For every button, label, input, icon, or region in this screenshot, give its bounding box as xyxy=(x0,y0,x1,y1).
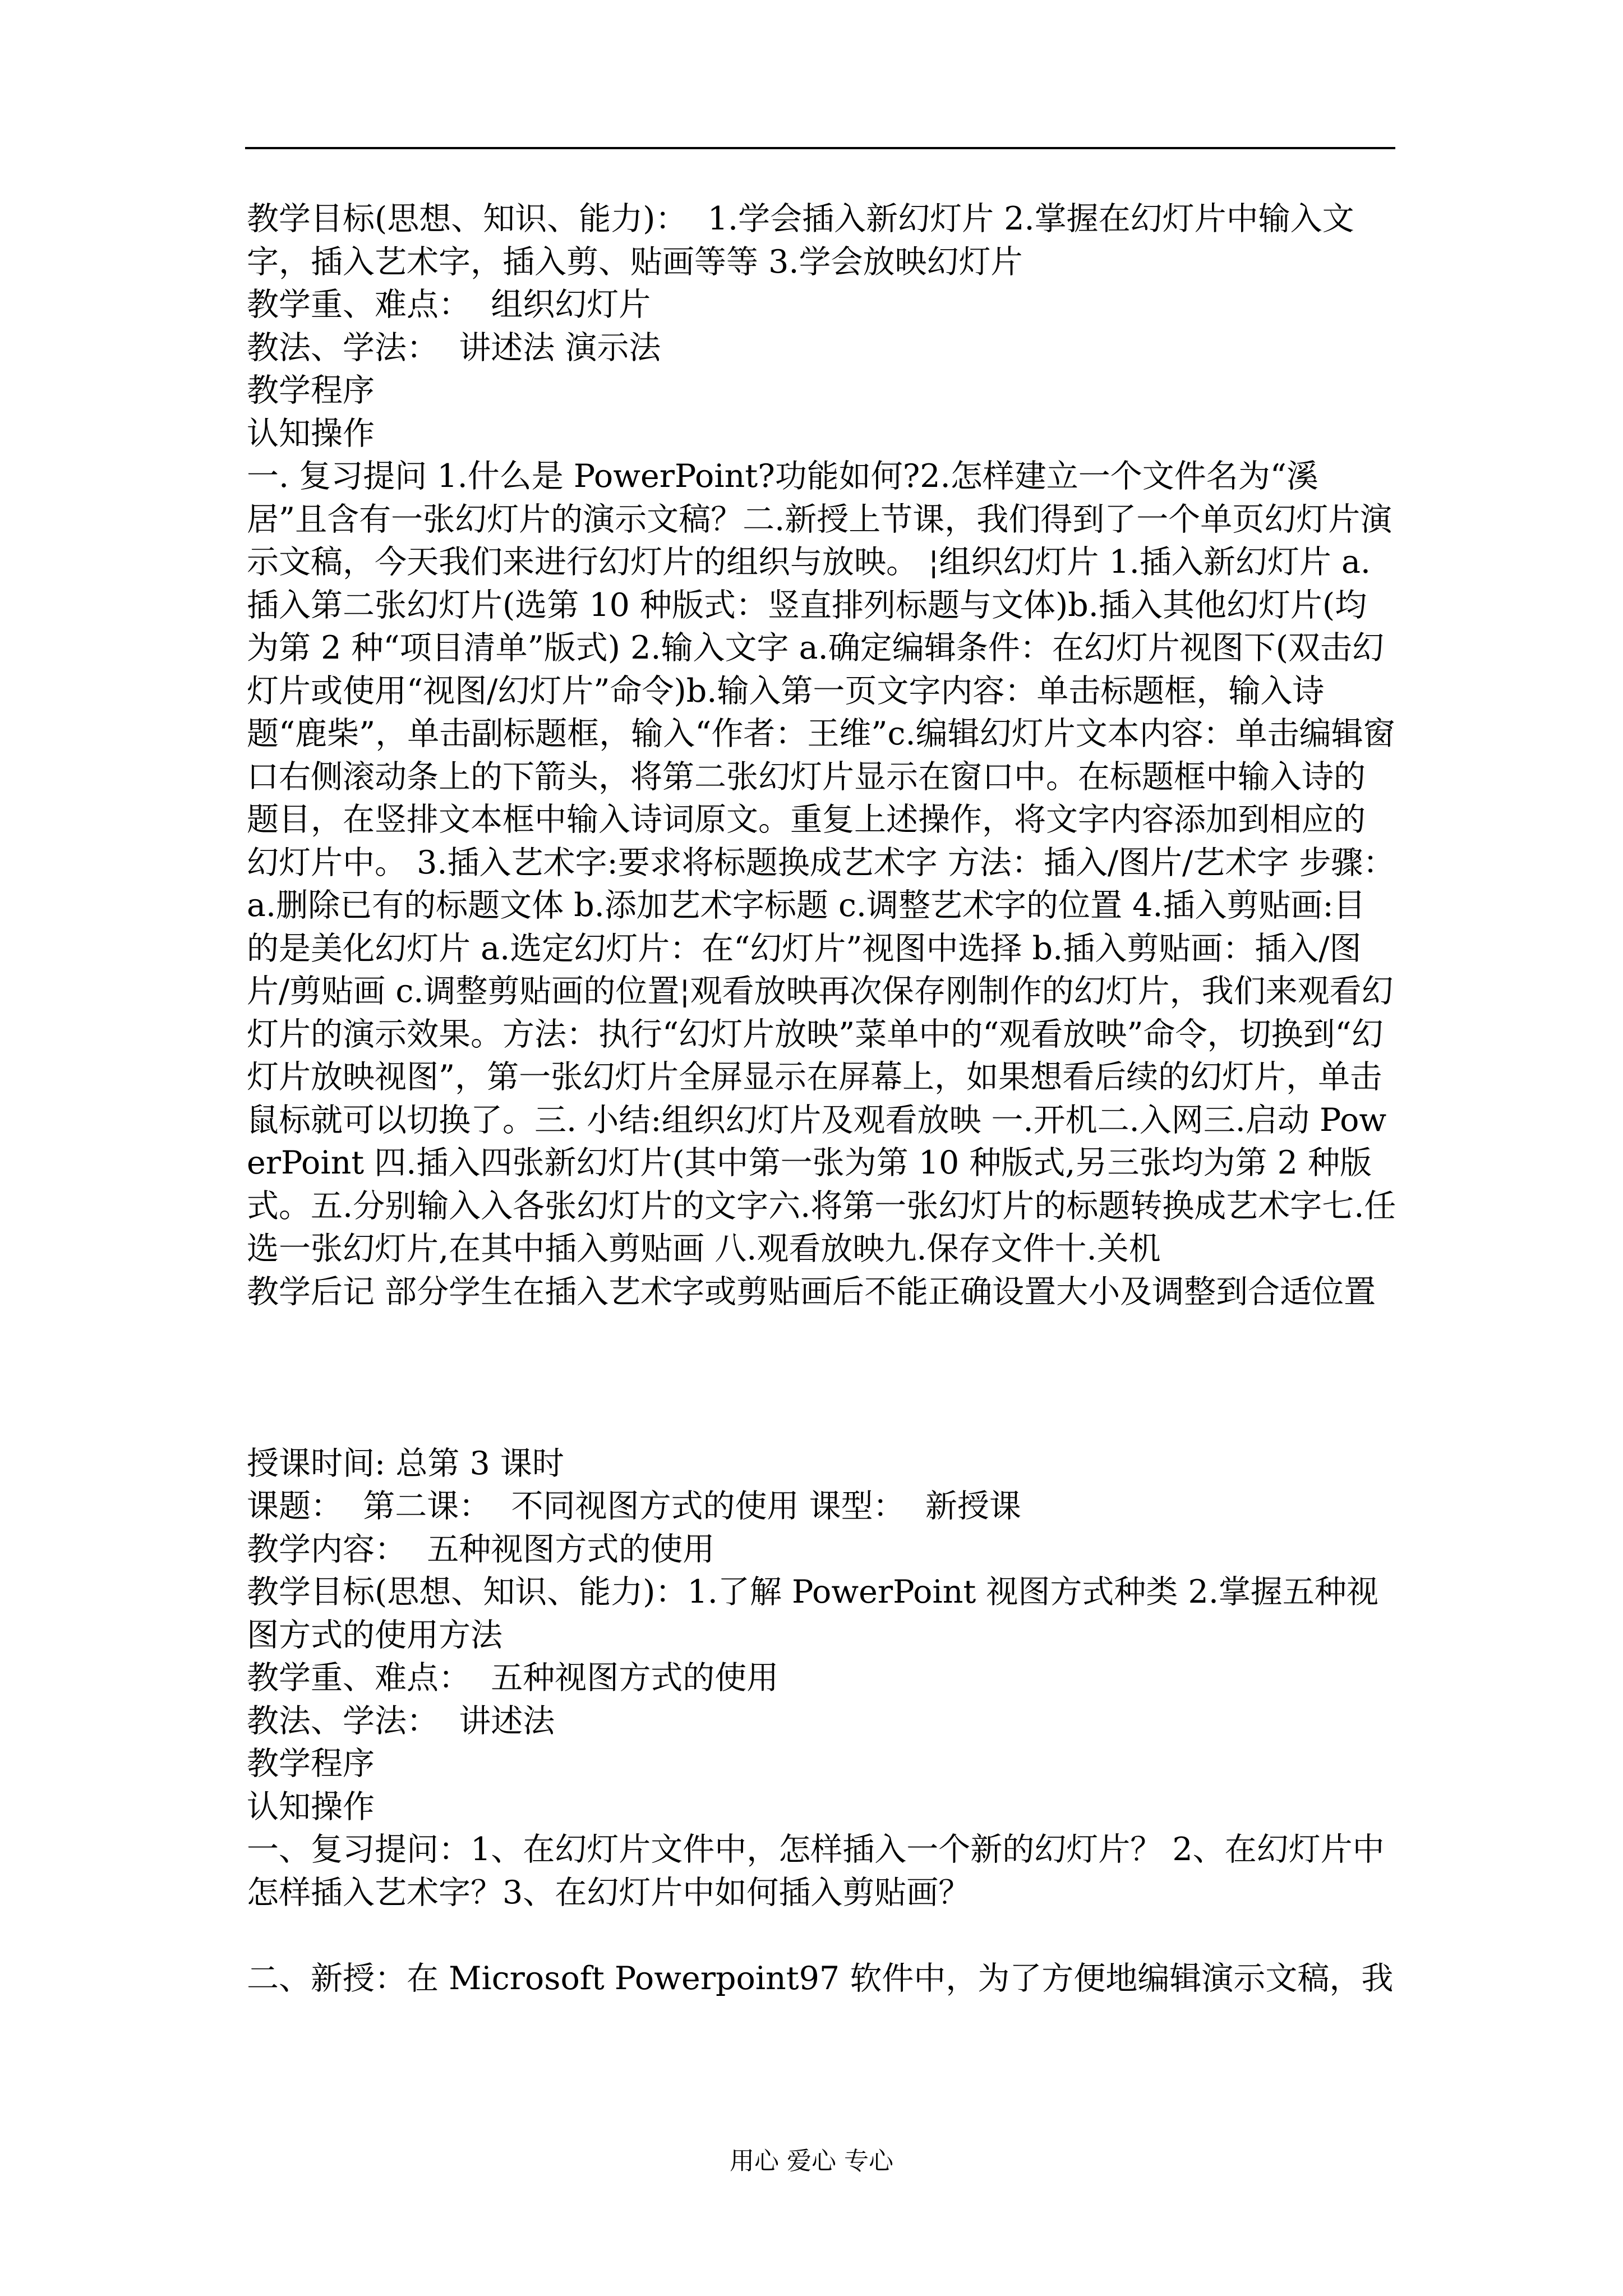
blank-line xyxy=(247,1914,1396,1957)
header-rule xyxy=(245,147,1395,149)
lesson2-objectives: 教学目标(思想、知识、能力)：1.了解 PowerPoint 视图方式种类 2.掌握五种视图方式的使用方法 xyxy=(247,1573,1378,1654)
lesson1-afterword: 教学后记 部分学生在插入艺术字或剪贴画后不能正确设置大小及调整到合适位置 xyxy=(247,1273,1376,1310)
lesson2-topic: 课题： 第二课： 不同视图方式的使用 课型： 新授课 xyxy=(247,1488,1021,1525)
lesson2-content: 教学内容： 五种视图方式的使用 xyxy=(247,1530,715,1568)
lesson2-methods: 教法、学法： 讲述法 xyxy=(247,1702,555,1740)
lesson1-cognition-heading: 认知操作 xyxy=(247,415,375,452)
lesson2-cognition-heading: 认知操作 xyxy=(247,1788,375,1825)
lesson1-procedure-heading: 教学程序 xyxy=(247,372,375,409)
page-footer: 用心 爱心 专心 xyxy=(730,2147,893,2175)
lesson2-new-lesson: 二、新授：在 Microsoft Powerpoint97 软件中，为了方便地编辑演示文稿，我 xyxy=(247,1959,1394,1997)
lesson2-time: 授课时间: 总第 3 课时 xyxy=(247,1444,564,1482)
document-body xyxy=(247,197,1396,2000)
lesson1-key-points: 教学重、难点： 组织幻灯片 xyxy=(247,286,651,323)
lesson2-review: 一、复习提问：1、在幻灯片文件中，怎样插入一个新的幻灯片？ 2、在幻灯片中怎样插入艺术字？3、在幻灯片中如何插入剪贴画？ xyxy=(247,1831,1385,1911)
lesson1-methods: 教法、学法： 讲述法 演示法 xyxy=(247,329,661,366)
lesson1-procedure-body: 一. 复习提问 1.什么是 PowerPoint?功能如何?2.怎样建立一个文件名为“溪居”且含有一张幻灯片的演示文稿？二.新授上节课，我们得到了一个单页幻灯片演示文稿，今天我们来进行幻灯片的组织与放映。 ¦组织幻灯片 1.插入新幻灯片 a.插入第二张幻灯片(选第 10 种版式：竖直排列标题与文体)b.插入其他幻灯片(均为第 2 种“项目清单”版式) 2.输入文字 a.确定编辑条件：在幻灯片视图下(双击幻灯片或使用“视图/幻灯片”命令)b.输入第一页文字内容：单击标题框，输入诗题“鹿柴”，单击副标题框，输入“作者：王维”c.编辑幻灯片文本内容：单击编辑窗口右侧滚动条上的下箭头，将第二张幻灯片显示在窗口中。在标题框中输入诗的题目，在竖排文本框中输入诗词原文。重复上述操作，将文字内容添加到相应的幻灯片中。 3.插入艺术字:要求将标题换成艺术字 方法：插入/图片/艺术字 步骤：a.删除已有的标题文体 b.添加艺术字标题 c.调整艺术字的位置 4.插入剪贴画:目的是美化幻灯片 a.选定幻灯片：在“幻灯片”视图中选择 b.插入剪贴画：插入/图片/剪贴画 c.调整剪贴画的位置¦观看放映再次保存刚制作的幻灯片，我们来观看幻灯片的演示效果。方法：执行“幻灯片放映”菜单中的“观看放映”命令，切换到“幻灯片放映视图”，第一张幻灯片全屏显示在屏幕上，如果想看后续的幻灯片，单击鼠标就可以切换了。三. 小结:组织幻灯片及观看放映 一.开机二.入网三.启动 PowerPoint 四.插入四张新幻灯片(其中第一张为第 10 种版式,另三张均为第 2 种版式。五.分别输入入各张幻灯片的文字六.将第一张幻灯片的标题转换成艺术字七.任选一张幻灯片,在其中插入剪贴画 八.观看放映九.保存文件十.关机 xyxy=(247,458,1396,1267)
section-gap xyxy=(247,1313,1396,1442)
lesson2-key-points: 教学重、难点： 五种视图方式的使用 xyxy=(247,1659,779,1696)
lesson2-procedure-heading: 教学程序 xyxy=(247,1745,375,1782)
lesson1-objectives: 教学目标(思想、知识、能力)： 1.学会插入新幻灯片 2.掌握在幻灯片中输入文字，插入艺术字，插入剪、贴画等等 3.学会放映幻灯片 xyxy=(247,200,1354,280)
